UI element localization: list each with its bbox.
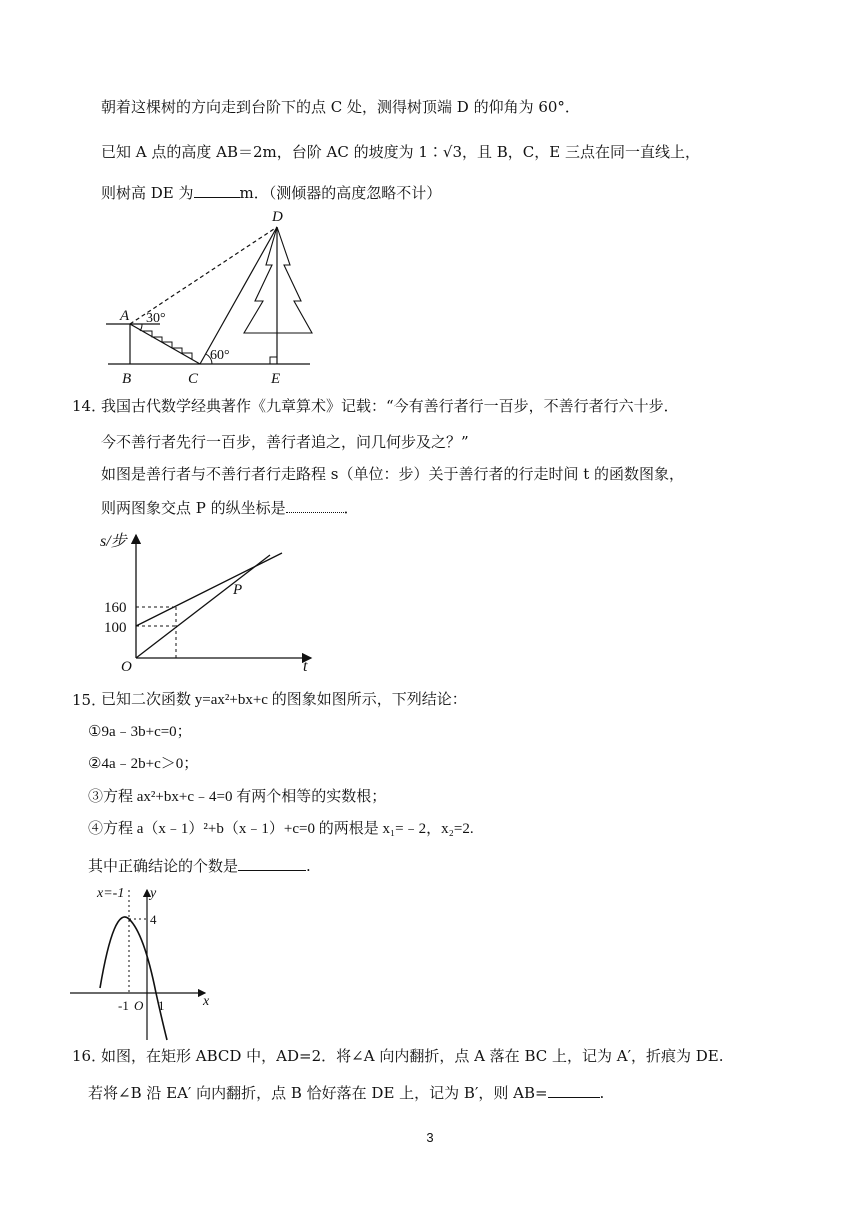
q15-text-last <box>88 856 311 876</box>
q15-answer-blank <box>238 856 306 871</box>
page-number: 3 <box>426 1130 434 1145</box>
q14-line4-post: ． <box>343 499 359 517</box>
q15-tick-4: 4 <box>150 912 157 927</box>
q14-origin-label: O <box>121 659 132 675</box>
q16-line2-pre: 若将∠B 沿 EA′ 向内翻折，点 B 恰好落在 DE 上，记为 B′，则 AB= <box>88 1084 548 1102</box>
q13-answer-blank <box>194 183 240 198</box>
q14-text-line4 <box>101 498 359 518</box>
q14-tick-160: 160 <box>104 600 127 616</box>
q14-text-line1: 我国古代数学经典著作《九章算术》记载：“今有善行者行一百步，不善行者行六十步． <box>101 397 679 415</box>
q14-line4-pre: 则两图象交点 P 的纵坐标是 <box>101 499 286 517</box>
q13-text-line2: 已知 A 点的高度 AB＝2m，台阶 AC 的坡度为 1∶√3，且 B，C，E 三点在同一直线上， <box>101 143 701 161</box>
q16-answer-blank <box>548 1083 600 1098</box>
q15-x-label: x <box>203 994 210 1009</box>
q13-label-e: E <box>271 371 281 387</box>
q14-y-axis-label: s/步 <box>100 533 127 550</box>
q13-label-a: A <box>120 308 130 324</box>
q14-answer-blank <box>286 498 344 513</box>
q15-option-2: ②4a﹣2b+c＞0； <box>88 756 199 772</box>
q15-axis-line-label: x=-1 <box>97 886 125 901</box>
q13-angle-30: 30° <box>146 311 166 326</box>
q15-text-line1: 已知二次函数 y=ax²+bx+c 的图象如图所示，下列结论： <box>101 692 467 708</box>
q14-point-p: P <box>233 582 243 598</box>
q15-option-3: ③方程 ax²+bx+c﹣4=0 有两个相等的实数根； <box>88 789 387 805</box>
q15-option-4: ④方程 a（x﹣1）²+b（x﹣1）+c=0 的两根是 x₁=﹣2，x₂=2. <box>88 821 474 837</box>
q14-text-line2: 今不善行者先行一百步，善行者追之，问几何步及之？” <box>101 433 469 451</box>
q15-figure-parabola <box>70 880 220 1045</box>
q15-tick-1: 1 <box>158 998 165 1013</box>
q15-tick-neg1: -1 <box>118 998 129 1013</box>
q15-number: 15． <box>72 691 107 709</box>
q13-text-line1: 朝着这棵树的方向走到台阶下的点 C 处，测得树顶端 D 的仰角为 60°． <box>101 98 580 116</box>
q13-line3-post: m．（测倾器的高度忽略不计） <box>239 184 442 202</box>
q14-figure-graph <box>96 525 326 675</box>
q16-number: 16． <box>72 1047 107 1065</box>
q15-last-post: . <box>306 857 311 875</box>
q15-last-pre: 其中正确结论的个数是 <box>88 857 239 875</box>
q13-figure-tree-slope <box>100 205 330 390</box>
q15-origin-label: O <box>134 998 144 1013</box>
q15-y-label: y <box>150 886 157 901</box>
q14-x-axis-label: t <box>303 658 308 675</box>
q16-text-line2 <box>88 1083 604 1103</box>
q14-number: 14． <box>72 397 107 415</box>
q13-label-c: C <box>188 371 199 387</box>
q13-label-b: B <box>122 371 132 387</box>
q14-text-line3: 如图是善行者与不善行者行走路程 s（单位：步）关于善行者的行走时间 t 的函数图象， <box>101 465 685 483</box>
q13-text-line3 <box>101 183 441 203</box>
q15-option-1: ①9a﹣3b+c=0； <box>88 724 192 740</box>
q16-line2-post: . <box>599 1084 605 1102</box>
q13-line3-pre: 则树高 DE 为 <box>101 184 194 202</box>
q16-text-line1: 如图，在矩形 ABCD 中，AD=2．将∠A 向内翻折，点 A 落在 BC 上，记为 A′，折痕为 DE. <box>101 1047 724 1065</box>
q13-label-d: D <box>272 209 283 225</box>
q14-tick-100: 100 <box>104 620 127 636</box>
q13-angle-60: 60° <box>210 348 230 363</box>
